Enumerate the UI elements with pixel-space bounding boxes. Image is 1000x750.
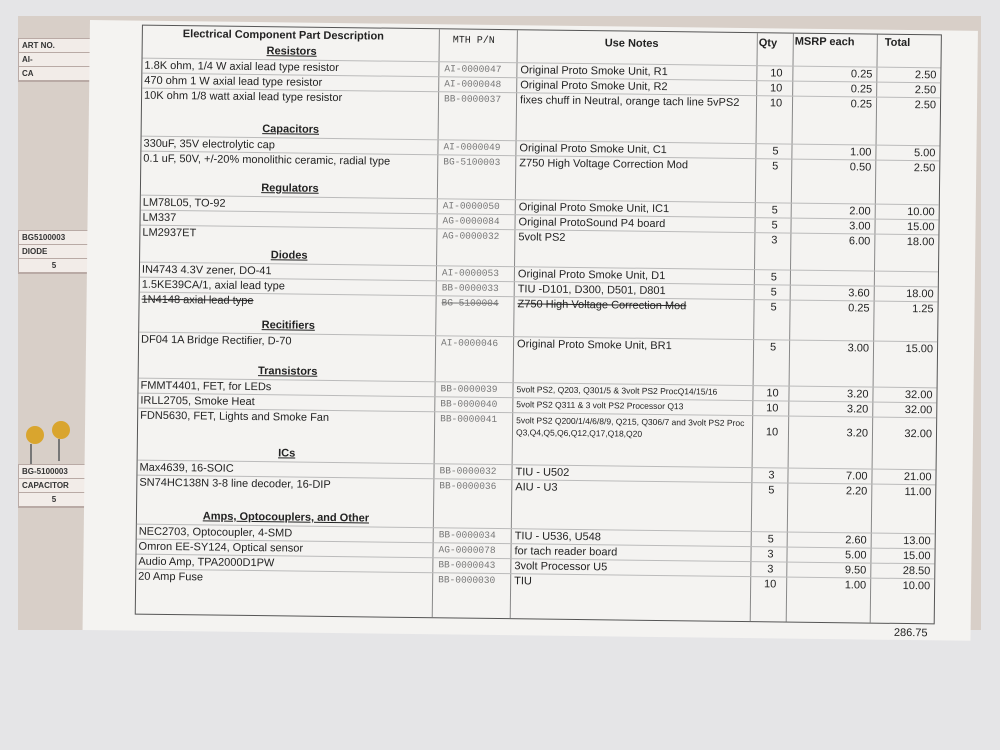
section-title: Regulators: [261, 182, 319, 195]
cell-qty: 10: [766, 387, 779, 400]
cell-desc: FMMT4401, FET, for LEDs: [140, 379, 272, 394]
cell-msrp: 5.00: [845, 549, 867, 562]
cell-use: Original Proto Smoke Unit, D1: [517, 268, 666, 283]
cell-total: 13.00: [903, 534, 931, 548]
section-title: ICs: [278, 447, 296, 460]
cell-desc: DF04 1A Bridge Rectifier, D-70: [141, 333, 292, 348]
cell-desc: LM2937ET: [142, 226, 197, 240]
cell-pn: BB-0000043: [438, 559, 496, 571]
section-title: Resistors: [266, 45, 317, 58]
cell-desc: LM337: [142, 211, 177, 225]
cell-msrp: 0.50: [849, 161, 872, 174]
cell-qty: 10: [769, 97, 783, 110]
cell-use: TIU - U536, U548: [514, 530, 601, 544]
photo-background: [18, 16, 981, 640]
header-part-number: MTH P/N: [452, 35, 495, 47]
cell-desc: 20 Amp Fuse: [138, 570, 204, 584]
cell-total: 15.00: [905, 342, 934, 356]
cell-total: 28.50: [902, 564, 931, 578]
cell-msrp: 7.00: [845, 470, 868, 483]
cell-total: 10.00: [902, 579, 931, 593]
parts-sheet: [83, 20, 978, 641]
cell-msrp: 0.25: [850, 98, 873, 111]
cell-use: Original Proto Smoke Unit, R1: [520, 64, 668, 79]
cell-desc: 1.5KE39CA/1, axial lead type: [141, 278, 285, 293]
cell-pn: BB-0000036: [439, 480, 497, 492]
capacitor-label-scrap: [18, 464, 90, 508]
cell-desc: IRLL2705, Smoke Heat: [140, 394, 255, 409]
cell-pn: AI-0000050: [442, 200, 500, 213]
cell-pn: AG-0000032: [442, 230, 500, 243]
part-label-scrap-top: [18, 38, 100, 82]
cell-use: AIU - U3: [515, 481, 558, 494]
cell-pn: AI-0000053: [441, 267, 500, 280]
header-total: Total: [884, 36, 911, 50]
cell-msrp: 0.25: [850, 68, 873, 81]
cell-qty: 5: [770, 286, 777, 299]
cell-pn: AG-0000078: [438, 544, 496, 556]
cell-total: 15.00: [906, 220, 935, 234]
cell-pn: AI-0000046: [441, 337, 499, 350]
section-title: Transistors: [257, 365, 318, 378]
scrap-top-line1: ART NO.: [19, 39, 99, 53]
cell-desc: NEC2703, Optocoupler, 4-SMD: [138, 525, 293, 540]
cell-qty: 5: [771, 204, 778, 217]
cell-pn: BB-0000041: [440, 413, 498, 426]
cell-qty: 5: [770, 301, 777, 314]
section-title: Diodes: [270, 249, 308, 262]
cell-qty: 5: [772, 145, 779, 158]
cell-desc: Omron EE-SY124, Optical sensor: [138, 540, 304, 555]
cell-desc: 1N4148 axial lead type: [141, 293, 254, 308]
cell-pn: BB-0000040: [440, 398, 498, 411]
cell-msrp: 3.60: [848, 287, 870, 300]
header-description: Electrical Component Part Description: [182, 28, 385, 43]
cell-qty: 3: [767, 563, 774, 576]
cell-total: 32.00: [904, 403, 933, 417]
cell-total: 32.00: [904, 427, 933, 441]
scrap-top-line2: AI-: [19, 53, 99, 67]
cell-msrp: 2.60: [845, 534, 867, 547]
cell-desc: IN4743 4.3V zener, DO-41: [141, 263, 272, 278]
grand-total: 286.75: [893, 626, 928, 640]
cell-pn: BG-5100003: [443, 156, 501, 169]
parts-table: [135, 25, 942, 640]
cell-desc: 1.8K ohm, 1/4 W axial lead type resistor: [144, 59, 339, 75]
diode-scrap-part: BG5100003: [19, 231, 89, 245]
cell-use: Original Proto Smoke Unit, BR1: [516, 338, 672, 353]
cell-total: 18.00: [906, 287, 934, 301]
section-title: Recitifiers: [261, 319, 315, 332]
capacitor-scrap-qty: 5: [19, 493, 89, 507]
cell-total: 10.00: [907, 205, 935, 219]
cell-qty: 10: [770, 67, 783, 80]
cell-use: 5volt PS2: [518, 231, 566, 244]
cell-use: fixes chuff in Neutral, orange tach line 5vPS2: [519, 94, 740, 109]
cell-use: TIU -D101, D300, D501, D801: [517, 283, 666, 298]
cell-pn: AI-0000048: [444, 78, 502, 91]
cell-total: 2.50: [914, 99, 937, 112]
section-title: Amps, Optocouplers, and Other: [202, 510, 370, 525]
cell-total: 1.25: [912, 303, 934, 316]
cell-use: 3volt Processor U5: [514, 560, 608, 574]
cell-qty: 5: [772, 160, 779, 173]
diode-scrap-qty: 5: [19, 259, 89, 273]
cell-qty: 5: [768, 484, 775, 497]
cell-pn: BB-0000032: [439, 465, 497, 477]
cell-total: 2.50: [914, 84, 937, 97]
cell-msrp: 1.00: [844, 579, 867, 592]
cell-desc: Max4639, 16-SOIC: [139, 461, 234, 475]
cell-desc: SN74HC138N 3-8 line decoder, 16-DIP: [139, 476, 331, 491]
section-title: Capacitors: [262, 123, 320, 136]
cell-use: Z750 High Voltage Correction Mod: [517, 298, 687, 313]
cell-use: Original Proto Smoke Unit, C1: [519, 142, 667, 157]
cell-qty: 10: [763, 578, 777, 591]
cell-msrp: 0.25: [850, 83, 873, 96]
cell-desc: Audio Amp, TPA2000D1PW: [138, 555, 275, 570]
cell-pn: AI-0000047: [444, 63, 502, 76]
header-qty: Qty: [758, 37, 778, 50]
cell-pn: BB-0000037: [443, 93, 502, 106]
cell-desc: FDN5630, FET, Lights and Smoke Fan: [140, 409, 330, 424]
cell-pn: BB-0000039: [440, 383, 498, 396]
cell-total: 5.00: [913, 147, 936, 160]
cell-total: 32.00: [904, 388, 933, 402]
cell-msrp: 6.00: [848, 235, 871, 248]
cell-use: Original Proto Smoke Unit, R2: [520, 79, 668, 94]
cell-qty: 5: [769, 341, 777, 354]
capacitor-component: [52, 421, 70, 439]
cell-pn: BB-0000034: [438, 529, 496, 541]
cell-msrp: 2.00: [849, 205, 871, 218]
cell-msrp: 3.20: [846, 403, 869, 416]
cell-use: TIU: [514, 575, 532, 588]
cell-msrp: 3.20: [846, 388, 869, 401]
capacitor-scrap-part: BG-5100003: [19, 465, 89, 479]
cell-msrp: 2.20: [845, 485, 868, 498]
cell-total: 11.00: [904, 485, 932, 499]
cell-use: Original ProtoSound P4 board: [518, 216, 666, 231]
cell-use: Original Proto Smoke Unit, IC1: [518, 201, 670, 216]
header-use-notes: Use Notes: [604, 37, 659, 50]
cell-qty: 5: [767, 533, 774, 546]
cell-pn: BG-5100004: [441, 297, 499, 310]
cell-qty: 3: [771, 234, 778, 247]
cell-use: Z750 High Voltage Correction Mod: [519, 157, 689, 172]
cell-use: TIU - U502: [515, 466, 570, 479]
scrap-top-line3: CA: [19, 67, 99, 81]
cell-desc: 330uF, 35V electrolytic cap: [143, 137, 276, 152]
cell-desc: LM78L05, TO-92: [142, 196, 226, 210]
cell-use: 5volt PS2 Q311 & 3 volt PS2 Processor Q13: [516, 399, 684, 412]
cell-pn: BB-0000033: [441, 282, 499, 295]
cell-pn: AI-0000049: [443, 141, 501, 154]
capacitor-component: [26, 426, 44, 444]
cell-use: for tach reader board: [514, 545, 618, 559]
cell-total: 2.50: [914, 69, 937, 82]
cell-total: 21.00: [903, 470, 932, 484]
table-row: [139, 332, 937, 358]
cell-total: 15.00: [902, 549, 931, 563]
cell-qty: 3: [767, 548, 774, 561]
cell-total: 18.00: [906, 235, 935, 249]
cell-qty: 10: [765, 426, 779, 439]
cell-msrp: 0.25: [848, 302, 870, 315]
capacitor-lead: [58, 439, 60, 461]
cell-desc: 470 ohm 1 W axial lead type resistor: [144, 74, 323, 89]
cell-msrp: 3.20: [846, 427, 869, 440]
diode-scrap-name: DIODE: [19, 245, 89, 259]
cell-desc: 0.1 uF, 50V, +/-20% monolithic ceramic, radial type: [143, 152, 391, 168]
cell-qty: 10: [766, 402, 779, 415]
cell-qty: 10: [770, 82, 783, 95]
cell-use: 5volt PS2, Q203, Q301/5 & 3volt PS2 ProcQ14/15/16: [516, 384, 718, 397]
cell-pn: AG-0000084: [442, 215, 500, 228]
cell-pn: BB-0000030: [438, 574, 496, 586]
cell-msrp: 3.00: [847, 342, 870, 355]
cell-qty: 3: [768, 469, 775, 482]
header-msrp: MSRP each: [794, 35, 855, 49]
cell-desc: 10K ohm 1/8 watt axial lead type resistor: [144, 89, 343, 105]
capacitor-lead: [30, 444, 32, 464]
cell-total: [884, 273, 934, 274]
capacitor-scrap-name: CAPACITOR: [19, 479, 89, 493]
cell-total: 2.50: [913, 162, 936, 175]
cell-msrp: 9.50: [844, 564, 867, 577]
diode-label-scrap: [18, 230, 90, 274]
cell-qty: 5: [771, 219, 778, 232]
cell-qty: 5: [770, 271, 778, 284]
cell-use: 5volt PS2 Q200/1/4/6/8/9, Q215, Q306/7 and 3volt PS2 Proc Q3,Q4,Q5,Q6,Q12,Q17,Q18,Q20: [515, 415, 745, 439]
cell-msrp: 1.00: [849, 146, 872, 159]
cell-msrp: 3.00: [849, 220, 871, 233]
